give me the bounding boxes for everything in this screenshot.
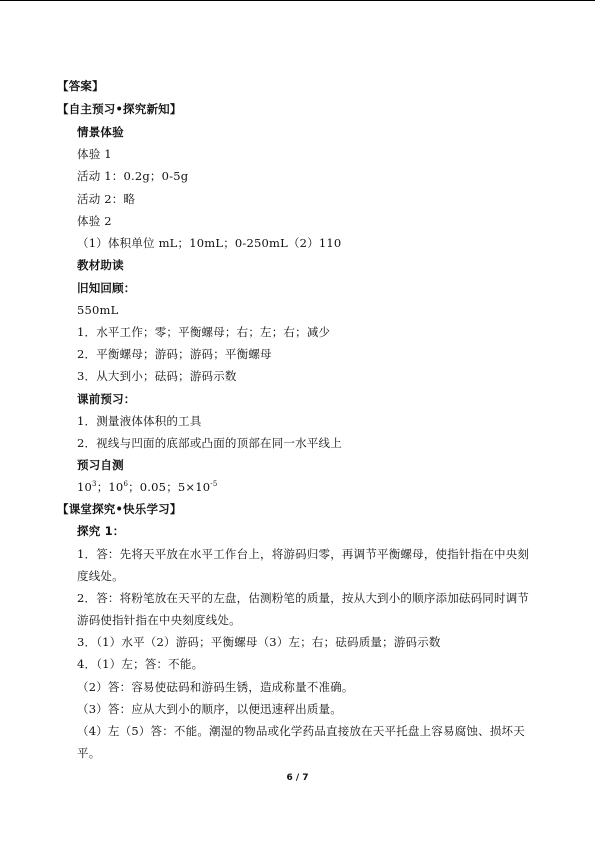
heading-textbook: 教材助读 bbox=[77, 258, 124, 272]
heading-explore-1: 探究 1： bbox=[77, 524, 125, 538]
text-line: 1．水平工作；零；平衡螺母；右；左；右；减少 bbox=[77, 325, 331, 339]
heading-review: 旧知回顾： bbox=[77, 281, 136, 295]
text-line: 平。 bbox=[77, 746, 101, 760]
heading-scenario: 情景体验 bbox=[77, 125, 124, 139]
text-line: 游码使指针指在中央刻度线处。 bbox=[77, 613, 241, 627]
text-line: （3）答：应从大到小的顺序，以便迅速秤出质量。 bbox=[77, 702, 342, 716]
heading-preview: 课前预习： bbox=[77, 392, 136, 406]
text-line: 1．答：先将天平放在水平工作台上，将游码归零，再调节平衡螺母，使指针指在中央刻 bbox=[77, 547, 530, 561]
text-line: 度线处。 bbox=[77, 569, 124, 583]
text-line: 3．从大到小；砝码；游码示数 bbox=[77, 369, 237, 383]
text-line: 活动 1：0.2g；0-5g bbox=[77, 169, 189, 183]
heading-answer: 【答案】 bbox=[57, 79, 104, 93]
heading-self-test: 预习自测 bbox=[77, 458, 124, 472]
text-line: 1．测量液体体积的工具 bbox=[77, 414, 202, 428]
text-line: （1）体积单位 mL；10mL；0-250mL（2）110 bbox=[77, 236, 342, 250]
self-test-answer: $10^3$；$10^6$；0.05；$5\times 10^{-5}$ bbox=[77, 480, 218, 494]
heading-self-study: 【自主预习•探究新知】 bbox=[57, 102, 182, 116]
text-line: 2．平衡螺母；游码；游码；平衡螺母 bbox=[77, 347, 272, 361]
text-line: 活动 2：略 bbox=[77, 192, 136, 206]
text-line: 体验 1 bbox=[77, 147, 112, 161]
heading-classroom: 【课堂探究•快乐学习】 bbox=[57, 502, 182, 516]
text-line: （2）答：容易使砝码和游码生锈，造成称量不准确。 bbox=[77, 680, 354, 694]
text-line: 2．视线与凹面的底部或凸面的顶部在同一水平线上 bbox=[77, 436, 342, 450]
page-number: 6 / 7 bbox=[286, 773, 309, 783]
text-line: 550mL bbox=[77, 303, 119, 317]
text-line: 2．答：将粉笔放在天平的左盘，估测粉笔的质量，按从大到小的顺序添加砝码同时调节 bbox=[77, 591, 530, 605]
text-line: 3．（1）水平（2）游码；平衡螺母（3）左；右；砝码质量；游码示数 bbox=[77, 635, 441, 649]
top-rule bbox=[0, 0, 595, 1]
text-line: （4）左（5）答：不能。潮湿的物品或化学药品直接放在天平托盘上容易腐蚀、损坏天 bbox=[77, 724, 525, 738]
text-line: 体验 2 bbox=[77, 214, 112, 228]
text-line: 4．（1）左；答：不能。 bbox=[77, 657, 204, 671]
